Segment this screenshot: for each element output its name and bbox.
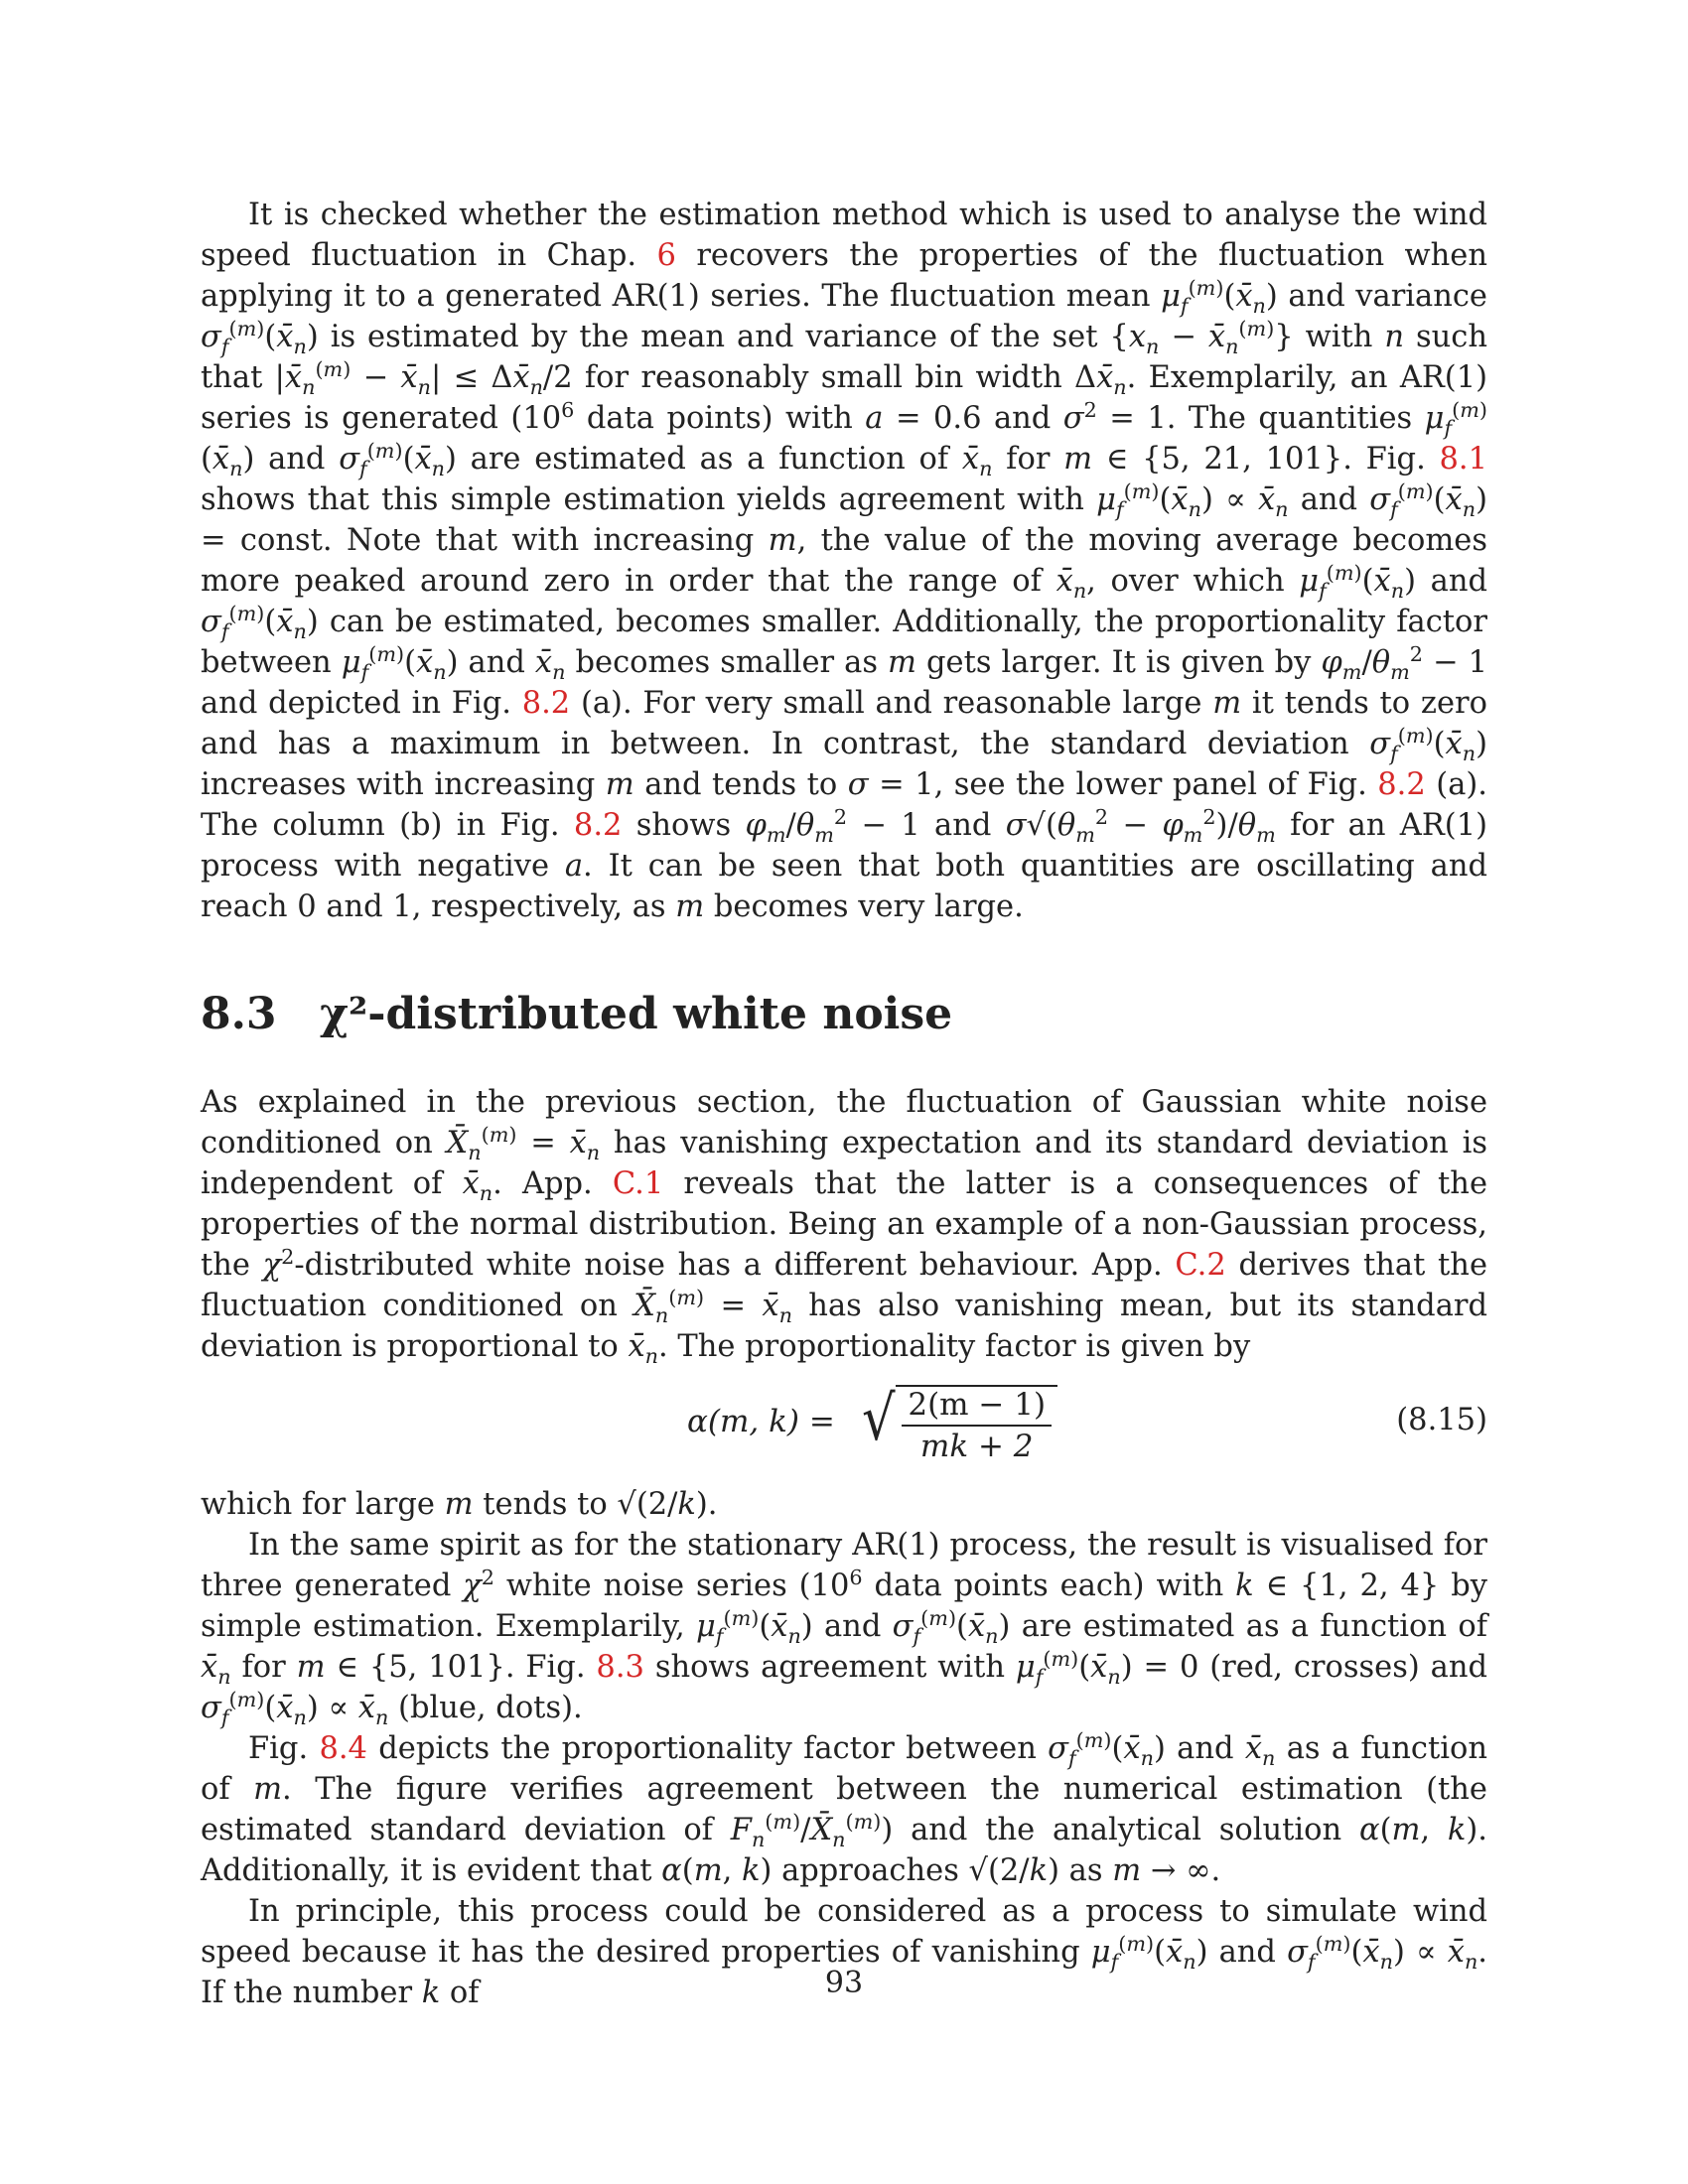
equation-8-15 bbox=[201, 1373, 1487, 1476]
paragraph-large-m-limit: which for large m tends to √(2/k). bbox=[201, 1487, 718, 1522]
radical-sign-icon: √ bbox=[861, 1382, 896, 1454]
paragraph-chi2-estimation: In the same spirit as for the stationary AR(1) process, the result is visualised for three generated $\chi^2$ white noise series ($10^6$ data points each) with k ∈ {1, 2, 4} by simple estimation. Exemplarily, $\mu_f^{(m)}(x̄_n)$ and $\sigma_f^{(m)}(x̄_n)$ are estimated as a function of $x̄_n$ for m ∈ {5, 101}. Fig. 8.3 shows agreement with $\mu_f^{(m)}(x̄_n) = 0$ (red, crosses) and $\sigma_f^{(m)}(x̄_n)$ ∝ $x̄_n$ (blue, dots). bbox=[201, 1528, 1488, 1730]
equation-denominator: mk + 2 bbox=[919, 1429, 1034, 1464]
paragraph-chi2-intro: As explained in the previous section, the fluctuation of Gaussian white noise conditioned on $X̄_n^{(m)}$ = $x̄_n$ has vanishing expectation and its standard deviation is independent of $x̄_n$. App. C.1 reveals that the latter is a consequences of the properties of the normal distribution. Being an example of a non-Gaussian process, the $\chi^2$-distributed white noise has a different behaviour. App. C.2 derives that the fluctuation conditioned on $X̄_n^{(m)}$ = $x̄_n$ has also vanishing mean, but its standard deviation is proportional to $x̄_n$. The proportionality factor is given by bbox=[201, 1085, 1488, 1369]
appendix-c2-link[interactable]: C.2 bbox=[1175, 1248, 1226, 1283]
equation-label: (8.15) bbox=[1396, 1403, 1487, 1437]
figure-8-2-link[interactable]: 8.2 bbox=[573, 808, 623, 843]
figure-8-3-link[interactable]: 8.3 bbox=[596, 1650, 644, 1685]
equation-lhs: α(m, k) = bbox=[687, 1404, 835, 1439]
chapter-6-link[interactable]: 6 bbox=[656, 238, 676, 273]
paragraph-proportionality-factor: Fig. 8.4 depicts the proportionality factor between $\sigma_f^{(m)}(x̄_n)$ and $x̄_n$ as a function of m. The figure verifies agreement between the numerical estimation (the estimated standard deviation of $F_n^{(m)}/X̄_n^{(m)}$) and the analytical solution α(m, k). Additionally, it is evident that α(m, k) approaches √(2/k) as m → ∞. bbox=[201, 1727, 1488, 1888]
figure-8-4-link[interactable]: 8.4 bbox=[319, 1731, 367, 1766]
equation-numerator: 2(m − 1) bbox=[902, 1387, 1052, 1427]
equation-body bbox=[687, 1379, 1057, 1464]
section-heading bbox=[201, 987, 1487, 1042]
page-number: 93 bbox=[824, 1966, 864, 2000]
section-number: 8.3 bbox=[201, 989, 277, 1039]
figure-8-2-link[interactable]: 8.2 bbox=[521, 686, 571, 721]
paragraph-wind-simulation: In principle, this process could be considered as a process to simulate wind speed because it has the desired properties of vanishing $\mu_f^{(m)}(x̄_n)$ and $\sigma_f^{(m)}(x̄_n)$ ∝ $x̄_n$. If the number k of bbox=[201, 1894, 1487, 2010]
equation-fraction bbox=[896, 1385, 1057, 1464]
figure-8-1-link[interactable]: 8.1 bbox=[1439, 442, 1488, 477]
section-title: χ²-distributed white noise bbox=[320, 989, 953, 1039]
appendix-c1-link[interactable]: C.1 bbox=[612, 1166, 664, 1201]
page-content bbox=[201, 195, 1487, 2013]
square-root bbox=[859, 1379, 1057, 1464]
paragraph-ar1-estimation: It is checked whether the estimation method which is used to analyse the wind speed fluctuation in Chap. 6 recovers the properties of the fluctuation when applying it to a generated AR(1) series. The fluctuation mean $\mu_f^{(m)}(x̄_n)$ and variance $\sigma_f^{(m)}(x̄_n)$ is estimated by the mean and variance of the set {$x_n$ − $x̄_n^{(m)}$} with n such that $|x̄_n^{(m)}$ − $x̄_n|$ ≤ $\Delta x̄_n/2$ for reasonably small bin width $\Delta x̄_n$. Exemplarily, an AR(1) series is generated ($10^6$ data points) with a = 0.6 and $\sigma^2 = 1$. The quantities $\mu_f^{(m)}(x̄_n)$ and $\sigma_f^{(m)}(x̄_n)$ are estimated as a function of $x̄_n$ for m ∈ {5, 21, 101}. Fig. 8.1 shows that this simple estimation yields agreement with $\mu_f^{(m)}(x̄_n)$ ∝ $x̄_n$ and $\sigma_f^{(m)}(x̄_n)$ = const. Note that with increasing m, the value of the moving average becomes more peaked around zero in order that the range of $x̄_n$, over which $\mu_f^{(m)}(x̄_n)$ and $\sigma_f^{(m)}(x̄_n)$ can be estimated, becomes smaller. Additionally, the proportionality factor between $\mu_f^{(m)}(x̄_n)$ and $x̄_n$ becomes smaller as m gets larger. It is given by $\varphi_m/\theta_m^2 - 1$ and depicted in Fig. 8.2 (a). For very small and reasonable large m it tends to zero and has a maximum in between. In contrast, the standard deviation $\sigma_f^{(m)}(x̄_n)$ increases with increasing m and tends to σ = 1, see the lower panel of Fig. 8.2 (a). The column (b) in Fig. 8.2 shows $\varphi_m/\theta_m^2 - 1$ and $\sigma√(\theta_m^2 - \varphi_m^2)/\theta_m$ for an AR(1) process with negative a. It can be seen that both quantities are oscillating and reach 0 and 1, respectively, as m becomes very large. bbox=[201, 198, 1488, 924]
figure-8-2-link[interactable]: 8.2 bbox=[1377, 767, 1426, 802]
